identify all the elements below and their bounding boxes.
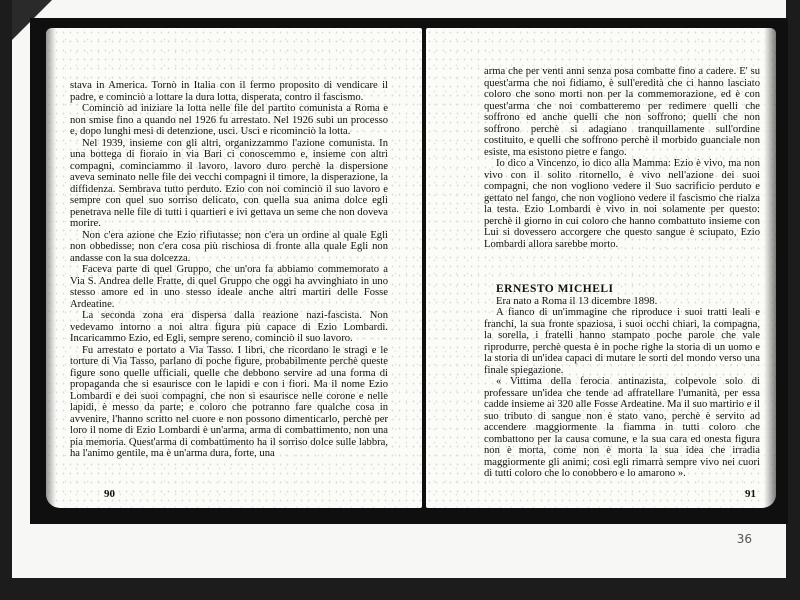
left-page — [46, 28, 422, 508]
quote-paragraph: « Vittima della ferocia antinazista, colpevole solo di professare un'idea che tende ad affratellare l'umanità, per essa cadde insieme ai 320 alle Fosse Ardeatine. Ma il suo martirio e il suo tributo di sangue non è stato vano, perchè è servito ad accendere maggiormente la fiamma in tutti coloro che combattono per la causa comune, e la sua cara ed onesta figura non è morta, come non è morta la sua idea che irradia maggiormente gli animi; così egli rimarrà sempre vivo nei cuori di tutti coloro che lo conobbero e lo amarono ». — [484, 376, 760, 479]
page-number: 90 — [104, 488, 115, 500]
paragraph: Era nato a Roma il 13 dicembre 1898. — [496, 295, 658, 307]
paragraph: Fu arrestato e portato a Via Tasso. I libri, che ricordano le stragi e le torture di Via Tasso, parlano di poche figure, probabilmente perchè queste figure sono quelle ufficiali, quelle che debbono servire ad una forma di propaganda che si esaurisce con le lapidi e con i fiori. Ma il nome Ezio Lombardi e dei suoi compagni, che non si esaurisce nelle corone e nelle lapidi, è messo da parte; e coloro che potranno fare qualche cosa in avvenire, l'hanno scritto nel cuore e non possono dimenticarlo, perchè per loro il nome di Ezio Lombardi è un'arma, arma di combattimento, non una pia memoria. Quest'arma di combattimento ha il sorriso dolce sulle labbra, ha l'animo gentile, ma è un'arma dura, forte, una — [70, 344, 388, 459]
open-book — [30, 18, 788, 524]
paragraph: arma che per venti anni senza posa combatte fino a cadere. E' su quest'arma che noi fidiamo, è sull'eredità che ci hanno lasciato coloro che sono morti non per la commemorazione, ed è con quest'arma che noi combatteremo per redimere quelli che soffrono ed anche quelli che non soffrono; quelli che non soffrono perchè si adagiano tranquillamente sull'ordine costituito, e quelli che soffrono perchè il morbido guanciale non esiste, ma esistono pietre e fango. — [484, 66, 760, 158]
paragraph: Nel 1939, insieme con gli altri, organizzammo l'azione comunista. In una bottega di fioraio in via Bari ci conoscemmo e, insieme con altri compagni, cominciammo il lavoro, lavoro duro perchè la dispersione aveva seminato nelle file dei vecchi compagni il timore, la disperazione, la diffidenza. Sembrava tutto perduto. Ezio con noi cominciò il suo lavoro e sempre con quel suo sorriso delicato, con quella sua anima dolce egli penetrava nelle file di tutti i quartieri e ivi gettava un seme che non doveva morire. — [70, 137, 388, 229]
page-number: 91 — [745, 488, 756, 500]
handwritten-note: 36 — [736, 532, 752, 546]
paragraph: A fianco di un'immagine che riproduce i suoi tratti leali e franchi, la sua fronte spaziosa, i suoi occhi chiari, la compagna, la sorella, i fratelli hanno stampato poche parole che vale riprodurre, perchè questa è in poche righe la storia di un uomo e la storia di un'idea capaci di mutare le sorti del mondo verso una finale spiegazione. — [484, 307, 760, 376]
section-heading: ERNESTO MICHELI — [496, 283, 614, 295]
paragraph: Faceva parte di quel Gruppo, che un'ora fa abbiamo commemorato a Via S. Andrea delle Fratte, di quel Gruppo che oggi ha avvinghiato in uno stesso amore ed in uno stesso ideale anche altri martiri delle Fosse Ardeatine. — [70, 264, 388, 310]
paragraph: Io dico a Vincenzo, io dico alla Mamma: Ezio è vivo, ma non vivo con il solito ritornello, è vivo nell'azione dei suoi compagni, che non vogliono vedere il Suo sacrificio perduto e gettato nel fango, che non vogliono vedere il fascismo che rialza la testa. Ezio Lombardi è vivo in noi solamente per questo: perchè il giorno in cui coloro che hanno combattuto insieme con Lui si dovessero accorgere che questo sangue è sciupato, Ezio Lombardi allora sarebbe morto. — [484, 158, 760, 250]
paragraph: La seconda zona era dispersa dalla reazione nazi-fascista. Non vedevamo intorno a noi altra figura più capace di Ezio Lombardi. Incaricammo Ezio, ed Egli, sempre sereno, cominciò il suo lavoro. — [70, 310, 388, 344]
paragraph: Cominciò ad iniziare la lotta nelle file del partito comunista a Roma e non smise fino a quando nel 1926 fu arrestato. Nel 1926 subì un processo e, dopo lunghi mesi di detenzione, uscì. Uscì e ricominciò la lotta. — [70, 103, 388, 137]
right-page-text — [484, 66, 760, 480]
scanned-sheet — [12, 0, 786, 578]
left-page-text — [70, 80, 388, 460]
right-page — [426, 28, 776, 508]
paragraph: Non c'era azione che Ezio rifiutasse; non c'era un ordine al quale Egli non obbedisse; non c'era cosa più rischiosa di fronte alla quale Egli non andasse con la sua dolcezza. — [70, 229, 388, 264]
paragraph: stava in America. Tornò in Italia con il fermo proposito di vendicare il padre, e cominciò a lottare la dura lotta, disperata, contro il fascismo. — [70, 80, 388, 103]
